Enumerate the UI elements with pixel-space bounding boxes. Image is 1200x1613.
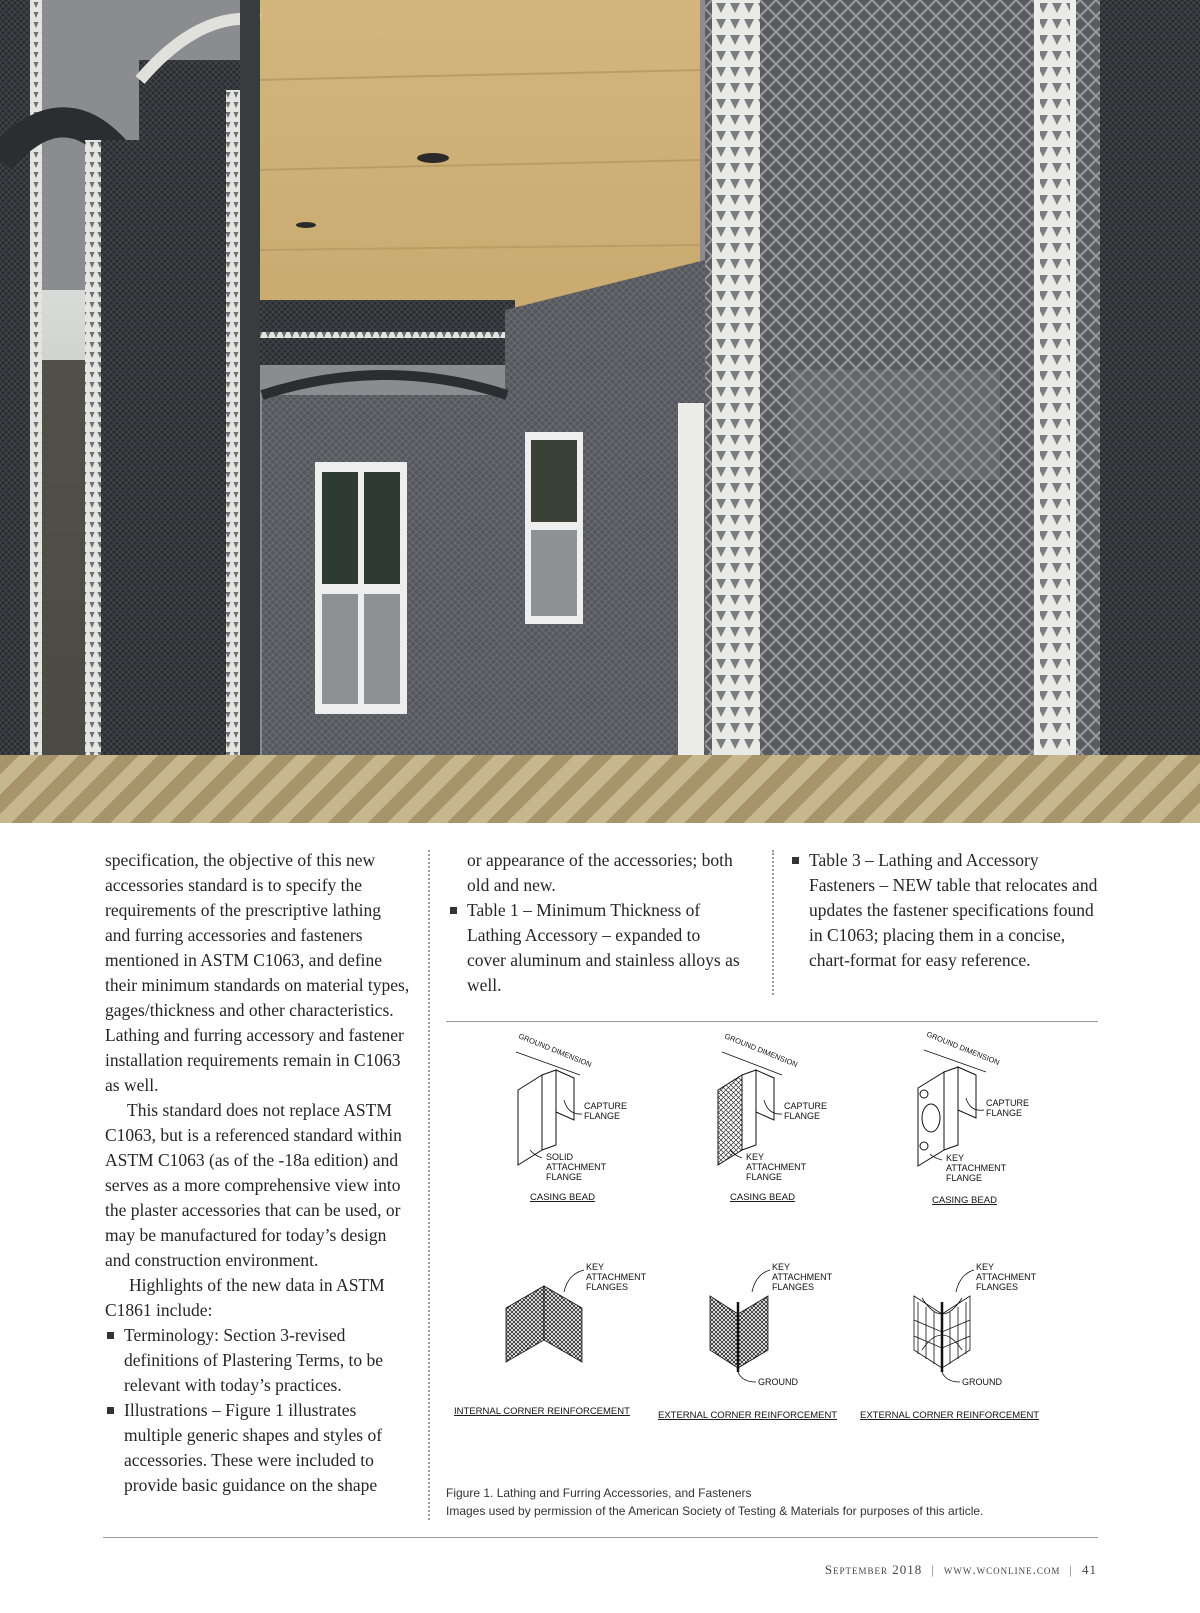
casing-bead-caption: CASING BEAD — [932, 1195, 997, 1206]
figure-credit: Images used by permission of the American Society of Testing & Materials for purposes of this article. — [446, 1504, 984, 1518]
attachment-label: ATTACHMENT — [746, 1162, 807, 1172]
flange-label: FLANGE — [546, 1172, 583, 1182]
external-corner-caption: EXTERNAL CORNER REINFORCEMENT — [658, 1410, 838, 1421]
casing-bead-solid-diagram — [516, 1032, 627, 1203]
key-label: KEY — [946, 1153, 965, 1163]
accessory-diagrams — [446, 1030, 1098, 1480]
list-item: Table 1 – Minimum Thickness of Lathing Accessory – expanded to cover aluminum and stainless alloys as well. — [448, 898, 740, 998]
internal-corner-caption: INTERNAL CORNER REINFORCEMENT — [454, 1406, 630, 1417]
key-label: KEY — [746, 1152, 765, 1162]
column-divider — [428, 850, 430, 1520]
paragraph: Highlights of the new data in ASTM C1861 include: — [105, 1275, 385, 1320]
key-label: KEY — [586, 1262, 605, 1272]
paragraph: This standard does not replace ASTM C1063, but is a referenced standard within ASTM C1063 (as of the -18a edition) and serves as a more comprehensive view into the plaster accessories that can be used, or may be manufactured for today’s design and construction environment. — [105, 1100, 402, 1270]
article-column-3 — [790, 848, 1105, 973]
ground-dimension-label: GROUND DIMENSION — [925, 1030, 1001, 1068]
flange-label: FLANGE — [746, 1172, 783, 1182]
paragraph: specification, the objective of this new accessories standard is to specify the requirements of the prescriptive lathing and furring accessories and fasteners mentioned in ASTM C1063, and define their minimum standards on material types, gages/thickness and other characteristics. Lathing and furring accessory and fastener installation requirements remain in C1063 as well. — [105, 850, 410, 1095]
ground-label: GROUND — [758, 1377, 798, 1387]
attachment-label: ATTACHMENT — [772, 1272, 833, 1282]
casing-bead-caption: CASING BEAD — [530, 1192, 595, 1203]
column-divider — [772, 850, 774, 995]
hero-photo — [0, 0, 1200, 755]
external-corner-wire-diagram — [860, 1262, 1039, 1421]
attachment-label: ATTACHMENT — [546, 1162, 607, 1172]
construction-photo — [0, 0, 1200, 755]
article-column-2 — [448, 848, 740, 998]
internal-corner-diagram — [454, 1262, 647, 1417]
key-label: KEY — [772, 1262, 791, 1272]
list-item: Table 3 – Lathing and Accessory Fasteners – NEW table that relocates and updates the fastener specifications found in C1063; placing them in a concise, chart-format for easy reference. — [790, 848, 1105, 973]
casing-bead-punched-diagram — [918, 1030, 1029, 1206]
flanges-label: FLANGES — [586, 1282, 629, 1292]
figure-1 — [446, 1030, 1098, 1480]
highlight-list — [790, 848, 1105, 973]
highlight-list — [448, 898, 740, 998]
list-item: Terminology: Section 3-revised definitions of Plastering Terms, to be relevant with today’s practices. — [105, 1323, 410, 1398]
page-footer — [825, 1562, 1097, 1578]
key-label: KEY — [976, 1262, 995, 1272]
figure-caption — [446, 1484, 1098, 1520]
list-item: Illustrations – Figure 1 illustrates multiple generic shapes and styles of accessories. These were included to provide basic guidance on the shape — [105, 1398, 410, 1498]
capture-label: CAPTURE — [986, 1098, 1030, 1108]
attachment-label: ATTACHMENT — [946, 1163, 1007, 1173]
ground-dimension-label: GROUND DIMENSION — [723, 1031, 799, 1070]
flange-label: FLANGE — [946, 1173, 983, 1183]
article-column-1 — [105, 848, 410, 1498]
footer-separator: | — [1069, 1562, 1073, 1577]
issue-date: September 2018 — [824, 1562, 923, 1577]
flanges-label: FLANGES — [976, 1282, 1019, 1292]
figure-title: Figure 1. Lathing and Furring Accessories, and Fasteners — [446, 1486, 752, 1500]
flanges-label: FLANGES — [772, 1282, 815, 1292]
external-corner-caption: EXTERNAL CORNER REINFORCEMENT — [860, 1410, 1040, 1421]
flange-label: FLANGE — [584, 1111, 621, 1121]
external-corner-mesh-diagram — [658, 1262, 837, 1421]
capture-label: CAPTURE — [584, 1101, 628, 1111]
attachment-label: ATTACHMENT — [586, 1272, 647, 1282]
highlight-list — [105, 1323, 410, 1498]
attachment-label: ATTACHMENT — [976, 1272, 1037, 1282]
figure-top-rule — [446, 1021, 1098, 1022]
ground-label: GROUND — [962, 1377, 1002, 1387]
solid-label: SOLID — [546, 1152, 574, 1162]
casing-bead-mesh-diagram — [718, 1032, 827, 1203]
decorative-stripe-band — [0, 755, 1200, 823]
footer-separator: | — [931, 1562, 935, 1577]
website-link[interactable]: www.wconline.com — [943, 1562, 1061, 1577]
casing-bead-caption: CASING BEAD — [730, 1192, 795, 1203]
capture-label: CAPTURE — [784, 1101, 828, 1111]
page-number: 41 — [1082, 1562, 1097, 1577]
flange-label: FLANGE — [784, 1111, 821, 1121]
paragraph: or appearance of the accessories; both old and new. — [467, 850, 733, 895]
ground-dimension-label: GROUND DIMENSION — [517, 1031, 593, 1070]
flange-label: FLANGE — [986, 1108, 1023, 1118]
footer-rule — [103, 1537, 1098, 1538]
